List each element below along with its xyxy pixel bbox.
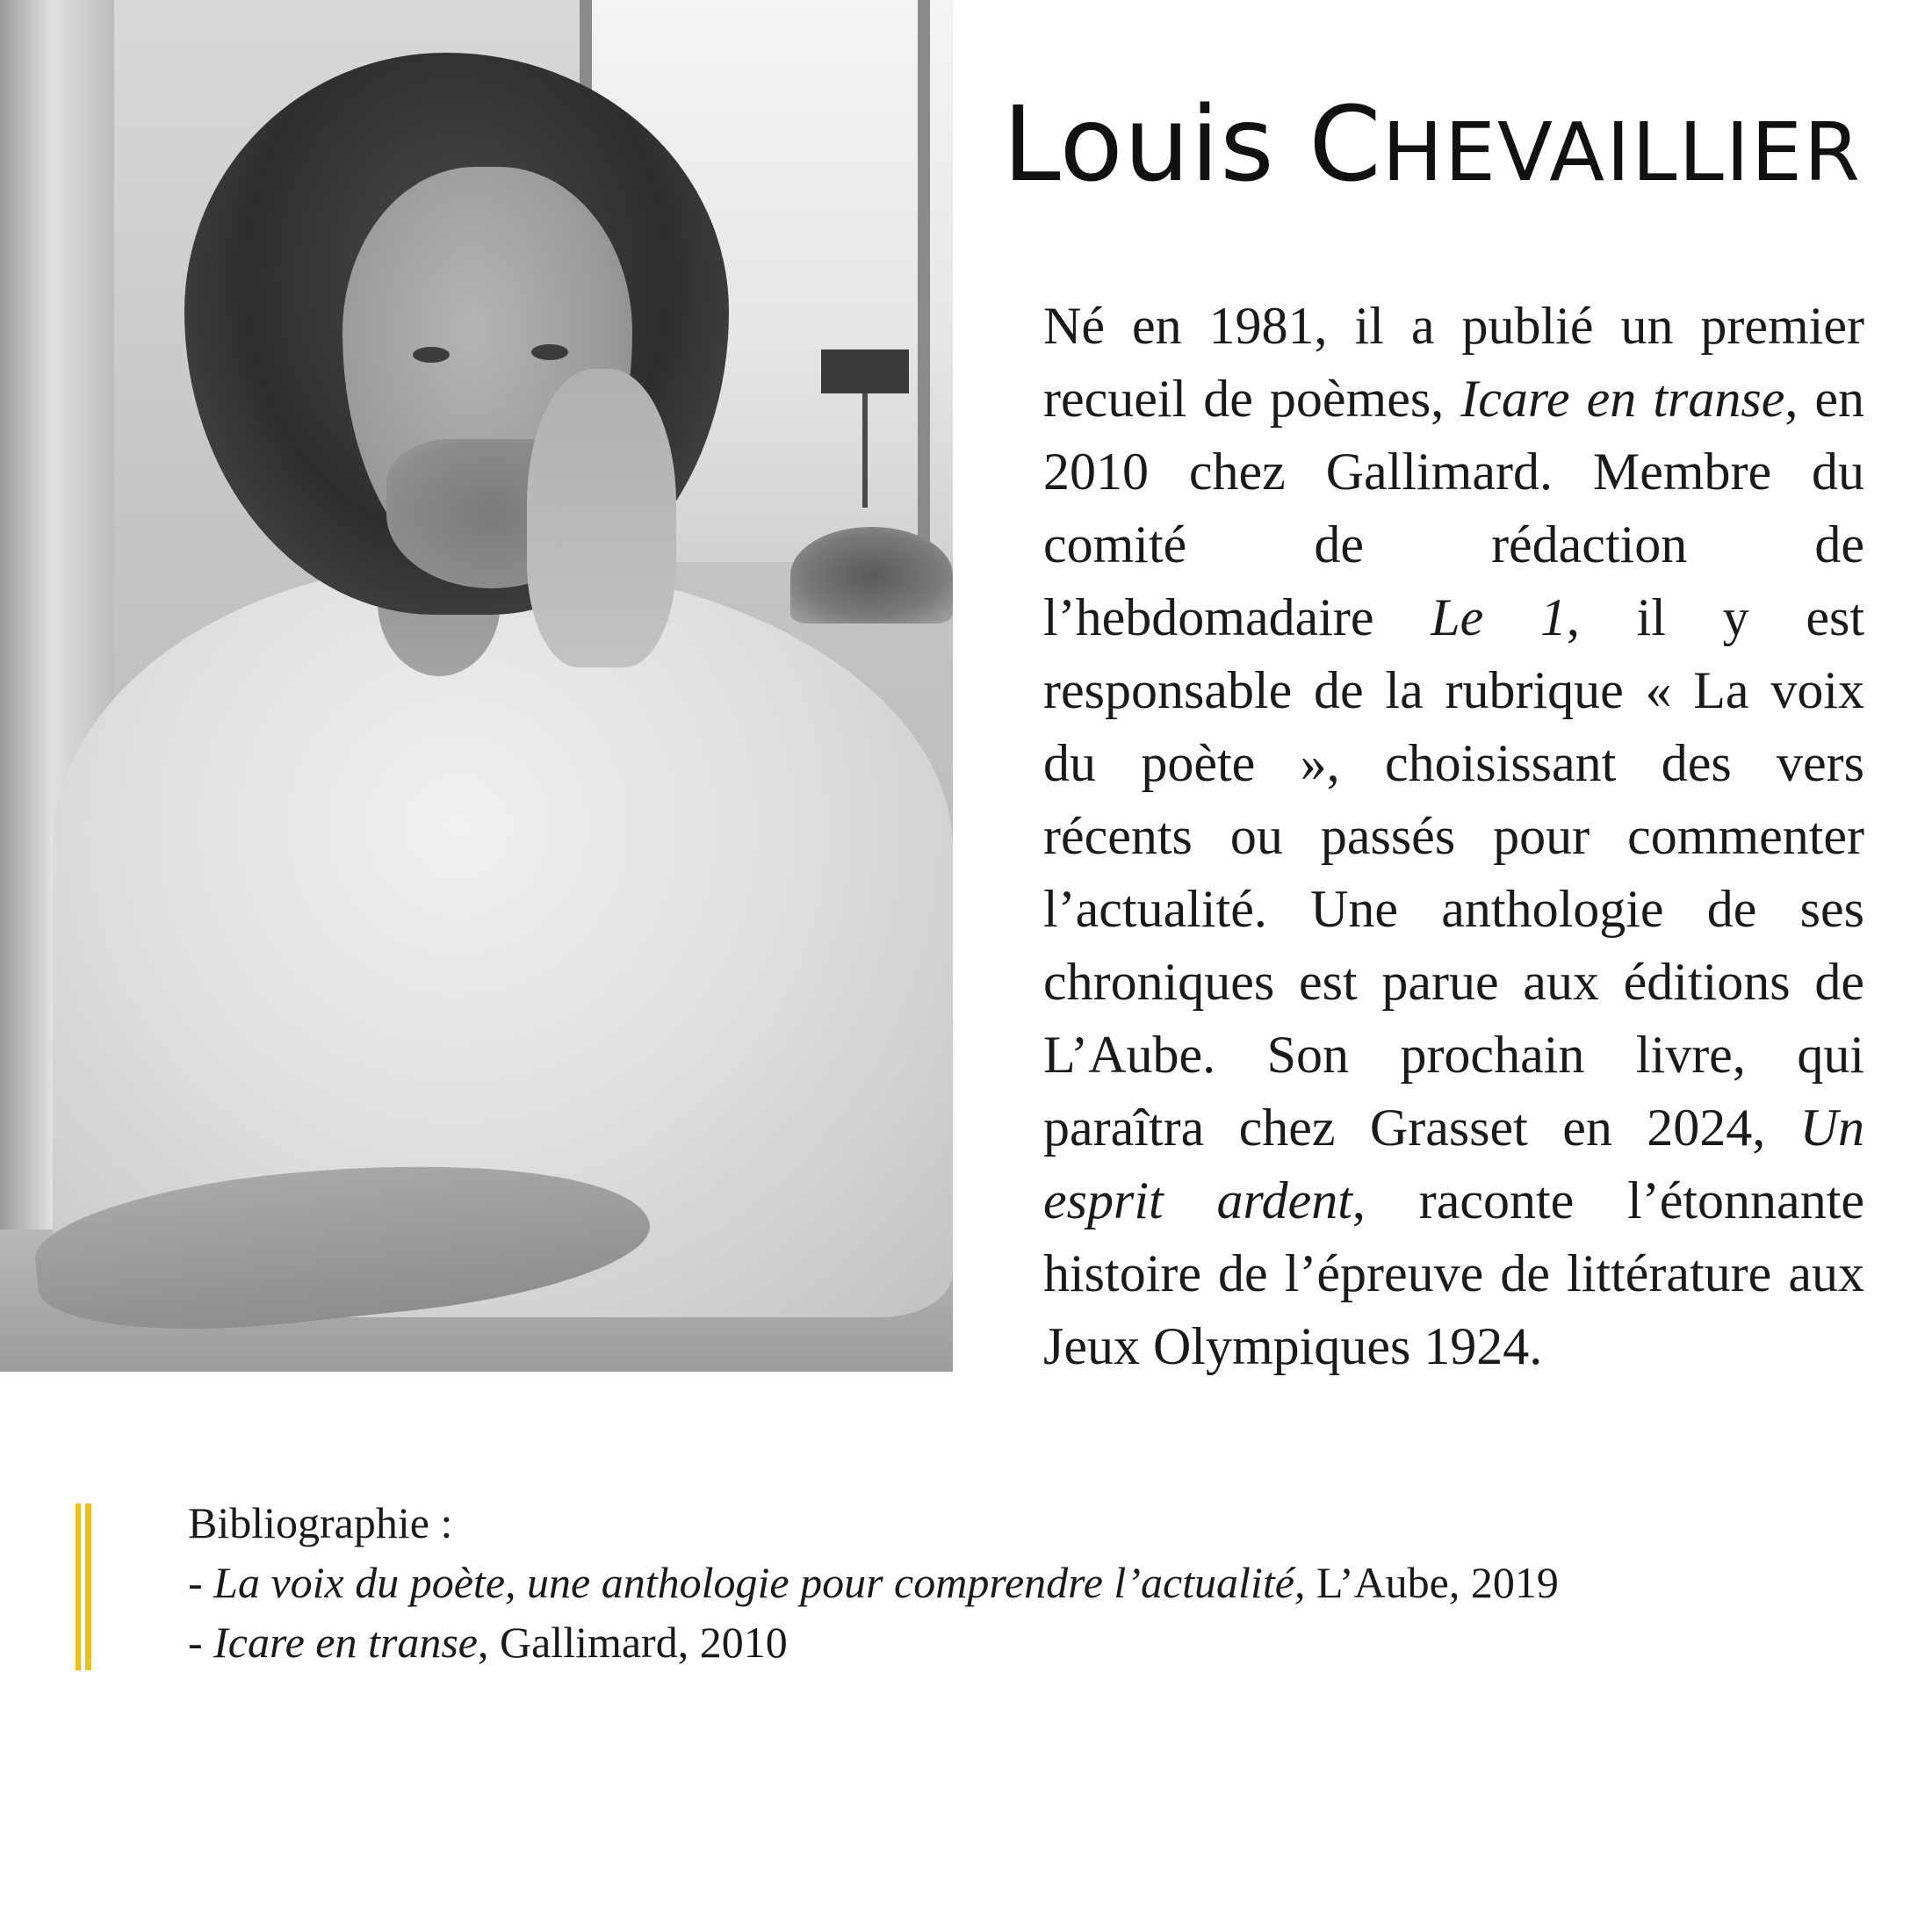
- photo-eye-left: [413, 347, 450, 363]
- photo-eye-right: [531, 344, 568, 360]
- bio-text-3: , il y est responsable de la rubrique « La voix du poète », choisissant des vers récents ou passés pour commenter l’actualité. Une anthologie de ses chroniques est parue aux éditions de L’Aube. Son prochain livre, qui paraîtra chez Grasset en 2024,: [1043, 588, 1864, 1157]
- bibliography-accent-bar: [76, 1503, 91, 1670]
- bibliography-item-title: La voix du poète, une anthologie pour comprendre l’actualité,: [213, 1558, 1306, 1607]
- photo-window-frame: [918, 0, 930, 562]
- author-first-name: Louis: [1002, 83, 1275, 205]
- author-last-name-rest: HEVAILLIER: [1381, 105, 1862, 199]
- author-biography: [1043, 290, 1864, 1383]
- photo-plant: [790, 527, 953, 624]
- author-last-initial: C: [1308, 83, 1382, 205]
- bio-text-2: , en 2010 chez Gallimard. Membre du comité de rédaction de l’hebdomadaire: [1043, 370, 1864, 646]
- bibliography-item: [188, 1612, 1856, 1672]
- photo-lamp-stem: [862, 393, 868, 508]
- bibliography-section: [188, 1493, 1856, 1672]
- bio-text-4: , raconte l’étonnante histoire de l’épreuve de littérature aux Jeux Olympiques 1924.: [1043, 1171, 1864, 1375]
- bio-text-1: Né en 1981, il a publié un premier recueil de poèmes,: [1043, 297, 1864, 428]
- author-portrait-photo: [0, 0, 953, 1372]
- bibliography-item-prefix: -: [188, 1558, 214, 1607]
- bibliography-item-details: , Gallimard, 2010: [478, 1618, 788, 1667]
- bibliography-heading: Bibliographie :: [188, 1498, 453, 1547]
- bibliography-item-title: Icare en transe: [213, 1618, 478, 1667]
- bio-book-title-2: Un esprit ardent: [1043, 1099, 1864, 1229]
- bibliography-item-prefix: -: [188, 1618, 214, 1667]
- bibliography-item: [188, 1553, 1856, 1612]
- bio-book-title-1: Icare en transe: [1460, 370, 1785, 428]
- photo-lamp: [821, 350, 909, 393]
- bibliography-item-details: L’Aube, 2019: [1305, 1558, 1559, 1607]
- author-name-title: [1002, 83, 1862, 205]
- bio-publication-title: Le 1: [1431, 588, 1567, 646]
- photo-hand: [527, 369, 676, 667]
